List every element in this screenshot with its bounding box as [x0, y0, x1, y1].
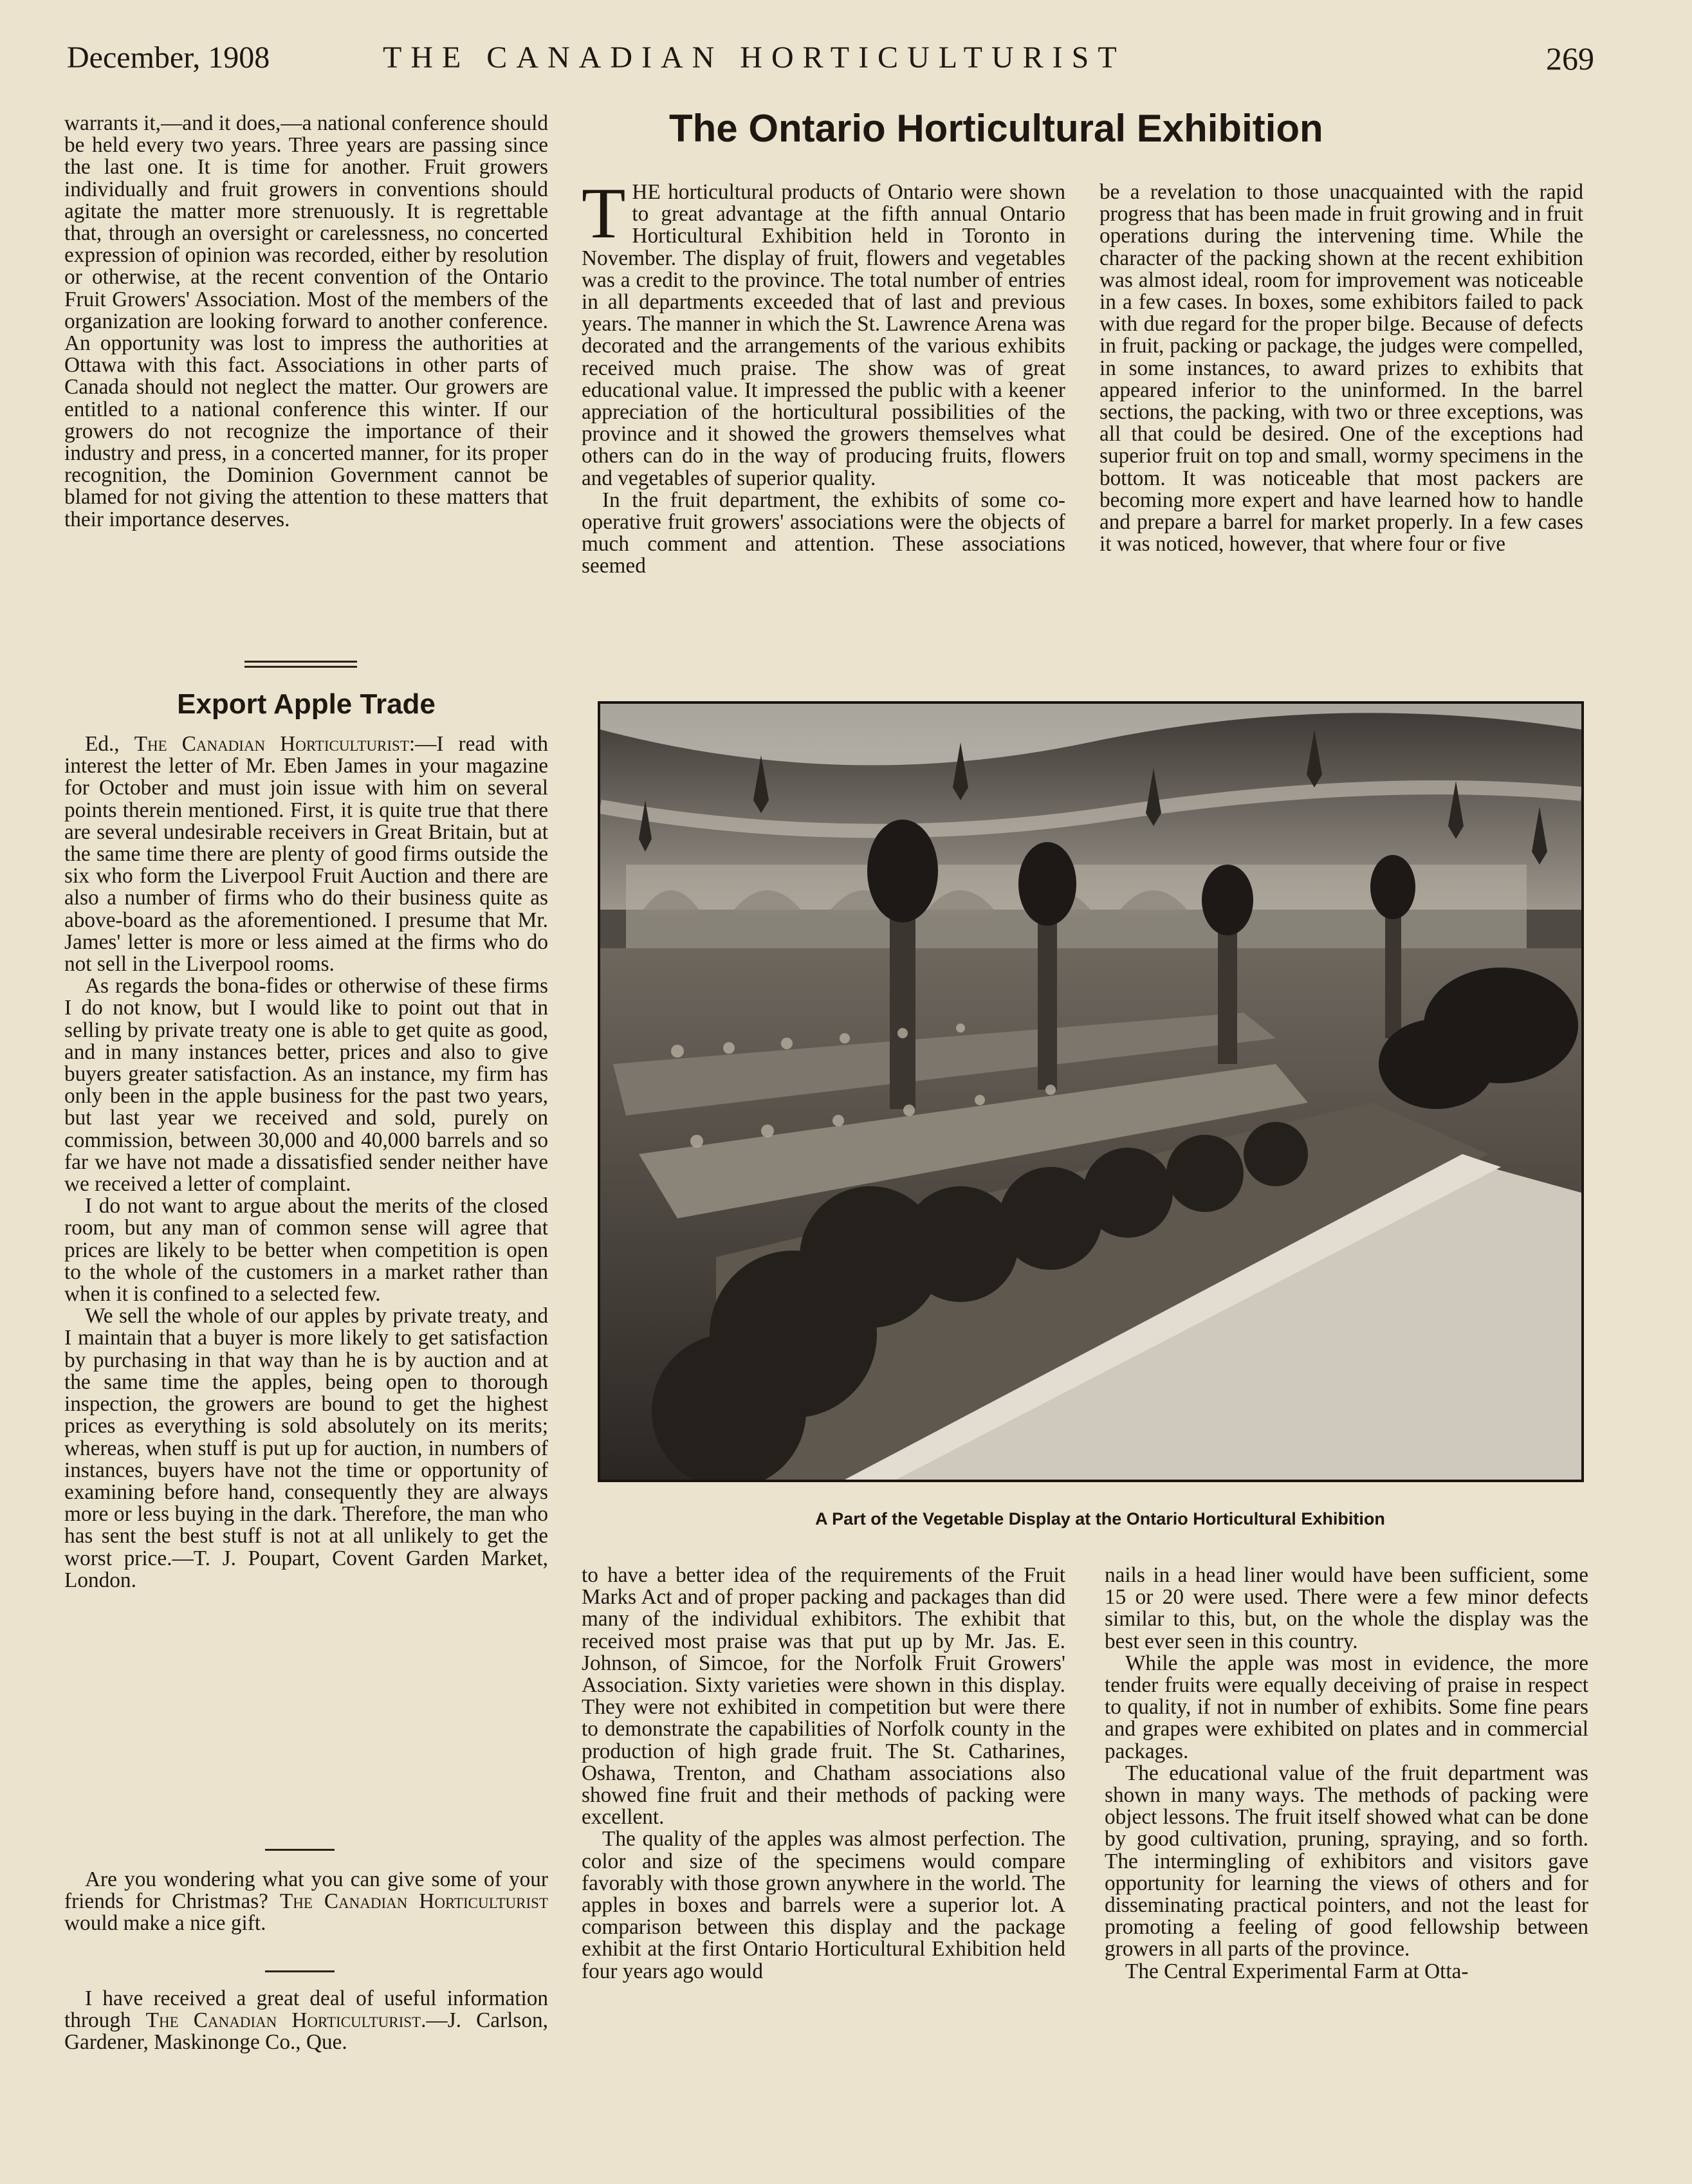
export-paragraph: We sell the whole of our apples by private treaty, and I maintain that a buyer is more likely to get satisfaction by purchasing in that way than he is by auction and at the same time the apples, being open to thorough inspection, the growers are bound to get the highest prices as everything is sold absolutely on its merits; whereas, when stuff is put up for auction, in numbers of instances, buyers have not the time or opportunity of examining before hand, consequently they are always more or less buying in the dark. Therefore, the man who has sent the best stuff is not at all unlikely to get the worst price.—T. J. Poupart, Covent Garden Market, London. [64, 1304, 548, 1592]
export-paragraph: I do not want to argue about the merits of the closed room, but any man of common sense will agree that prices are likely to be better when competition is open to the whole of the customers in a market rather than when it is confined to a selected few. [64, 1194, 548, 1307]
article-paragraph: be a revelation to those unacquainted with the rapid progress that has been made in fruit growing and in fruit operations during the intervening time. While the character of the packing shown at the recent exhibition was almost ideal, room for improvement was noticeable in a few cases. In boxes, some exhibitors failed to pack with due regard for the proper bilge. Because of defects in fruit, packing or package, the judges were compelled, in some instances, to award prizes to exhibits that appeared inferior to the uninformed. In the barrel sections, the packing, with two or three exceptions, was all that could be desired. One of the exceptions had superior fruit on top and small, wormy specimens in the bottom. It was noticeable that most packers are becoming more expert and have learned how to handle and prepare a barrel for market properly. In a few cases it was noticed, however, that where four or five [1099, 180, 1583, 556]
article-column-3 [582, 1565, 1065, 1983]
photo-caption: A Part of the Vegetable Display at the Ontario Horticultural Exhibition [815, 1509, 1385, 1528]
editorial-text: warrants it,—and it does,—a national conference should be held every two years. Three years are passing since the last one. It is time for another. Fruit growers individually and fruit growers in conventions should agitate the matter more strenuously. It is regrettable that, through an oversight or carelessness, no concerted expression of opinion was recorded, either by resolution or otherwise, at the recent convention of the Ontario Fruit Growers' Association. Most of the members of the organization are looking forward to another conference. An opportunity was lost to impress the authorities at Ottawa with this fact. Associations in other parts of Canada should not neglect the matter. Our growers are entitled to a national conference this winter. If our growers do not recognize the importance of their industry and press, in a concerted manner, for its proper recognition, the Dominion Government cannot be blamed for not giving the attention to these matters that their importance deserves. [64, 111, 548, 531]
article-paragraph: The quality of the apples was almost perfection. The color and size of the specimens would compare favorably with those grown anywhere in the world. The apples in boxes and barrels were a superior lot. A comparison between this display and the package exhibit at the first Ontario Horticultural Exhibition held four years ago would [582, 1827, 1065, 1983]
export-paragraph: Ed., The Canadian Horticulturist:—I read with interest the letter of Mr. Eben James in your magazine for October and must join issue with him on several points therein mentioned. First, it is quite true that there are several undesirable receivers in Great Britain, but at the same time there are plenty of good firms outside the six who form the Liverpool Fruit Auction and there are also a number of firms who do their business quite as above-board as the aforementioned. I presume that Mr. James' letter is more or less aimed at the firms who do not sell in the Liverpool rooms. [64, 732, 548, 977]
issue-date: December, 1908 [67, 41, 270, 75]
article-paragraph: While the apple was most in evidence, the more tender fruits were equally deceiving of praise in respect to quality, if not in number of exhibits. Some fine pears and grapes were exhibited on plates and in commercial packages. [1105, 1651, 1588, 1763]
article-paragraph: The Central Experimental Farm at Otta- [1125, 1959, 1469, 1983]
article-paragraph: In the fruit department, the exhibits of some co-operative fruit growers' associations were the objects of much comment and attention. These associations seemed [582, 488, 1065, 578]
article-column-2 [1099, 181, 1583, 555]
export-paragraph: As regards the bona-fides or otherwise of these firms I do not know, but I would like to point out that in selling by private treaty one is able to get quite as good, and in many instances better, prices and also to give buyers greater satisfaction. As an instance, my firm has only been in the apple business for the past two years, but last year we received and sold, purely on commission, between 30,000 and 40,000 barrels and so far we have not made a dissatisfied sender neither have we received a letter of complaint. [64, 974, 548, 1197]
article-paragraph: to have a better idea of the requirements of the Fruit Marks Act and of proper packing and packages than did many of the individual exhibitors. The exhibit that received most praise was that put up by Mr. Jas. E. Johnson, of Simcoe, for the Norfolk Fruit Growers' Association. Sixty varieties were shown in this display. They were not exhibited in competition but were there to demonstrate the capabilities of Norfolk county in the production of high grade fruit. The St. Catharines, Oshawa, Trenton, and Chatham associations also showed fine fruit and their methods of packing were excellent. [582, 1563, 1065, 1830]
article-paragraph: The educational value of the fruit department was shown in many ways. The methods of packing were object lessons. The fruit itself showed what can be done by good cultivation, pruning, spraying, and so forth. The intermingling of exhibitors and visitors gave opportunity for learning the views of others and for disseminating practical pointers, and not the least for promoting a feeling of good fellowship between growers in all parts of the province. [1105, 1761, 1588, 1961]
editorial-continuation [64, 113, 548, 531]
article-paragraph: THE horticultural products of Ontario were shown to great advantage at the fifth annual Ontario Horticultural Exhibition held in Toronto in November. The display of fruit, flowers and vegetables was a credit to the province. The total number of entries in all departments exceeded that of last and previous years. The manner in which the St. Lawrence Arena was decorated and the arrangements of the various exhibits received much praise. The show was of great educational value. It impressed the public with a keener appreciation of the horticultural possibilities of the province and it showed the growers themselves what others can do in the way of producing fruits, flowers and vegetables of superior quality. [582, 174, 1065, 490]
export-letter [64, 733, 548, 1592]
export-heading: Export Apple Trade [177, 688, 436, 720]
reader-testimonial: I have received a great deal of useful information through The Canadian Horticulturist.—J. Carlson, Gardener, Maskinonge Co., Que. [64, 1987, 548, 2055]
section-divider [244, 661, 357, 668]
vegetable-display-photo [598, 701, 1584, 1482]
drop-cap: T [582, 174, 626, 253]
christmas-note: Are you wondering what you can give some of your friends for Christmas? The Canadian Horticulturist would make a nice gift. [64, 1867, 549, 1936]
page-number: 269 [1546, 41, 1594, 77]
magazine-title: THE CANADIAN HORTICULTURIST [383, 41, 1126, 75]
article-column-1 [582, 174, 1065, 578]
section-divider [265, 1849, 335, 1851]
article-paragraph: nails in a head liner would have been sufficient, some 15 or 20 were used. There were a few minor defects similar to this, but, on the whole the display was the best ever seen in this country. [1105, 1563, 1588, 1653]
article-column-4 [1105, 1565, 1588, 1983]
article-heading: The Ontario Horticultural Exhibition [669, 107, 1323, 150]
section-divider [265, 1970, 335, 1972]
